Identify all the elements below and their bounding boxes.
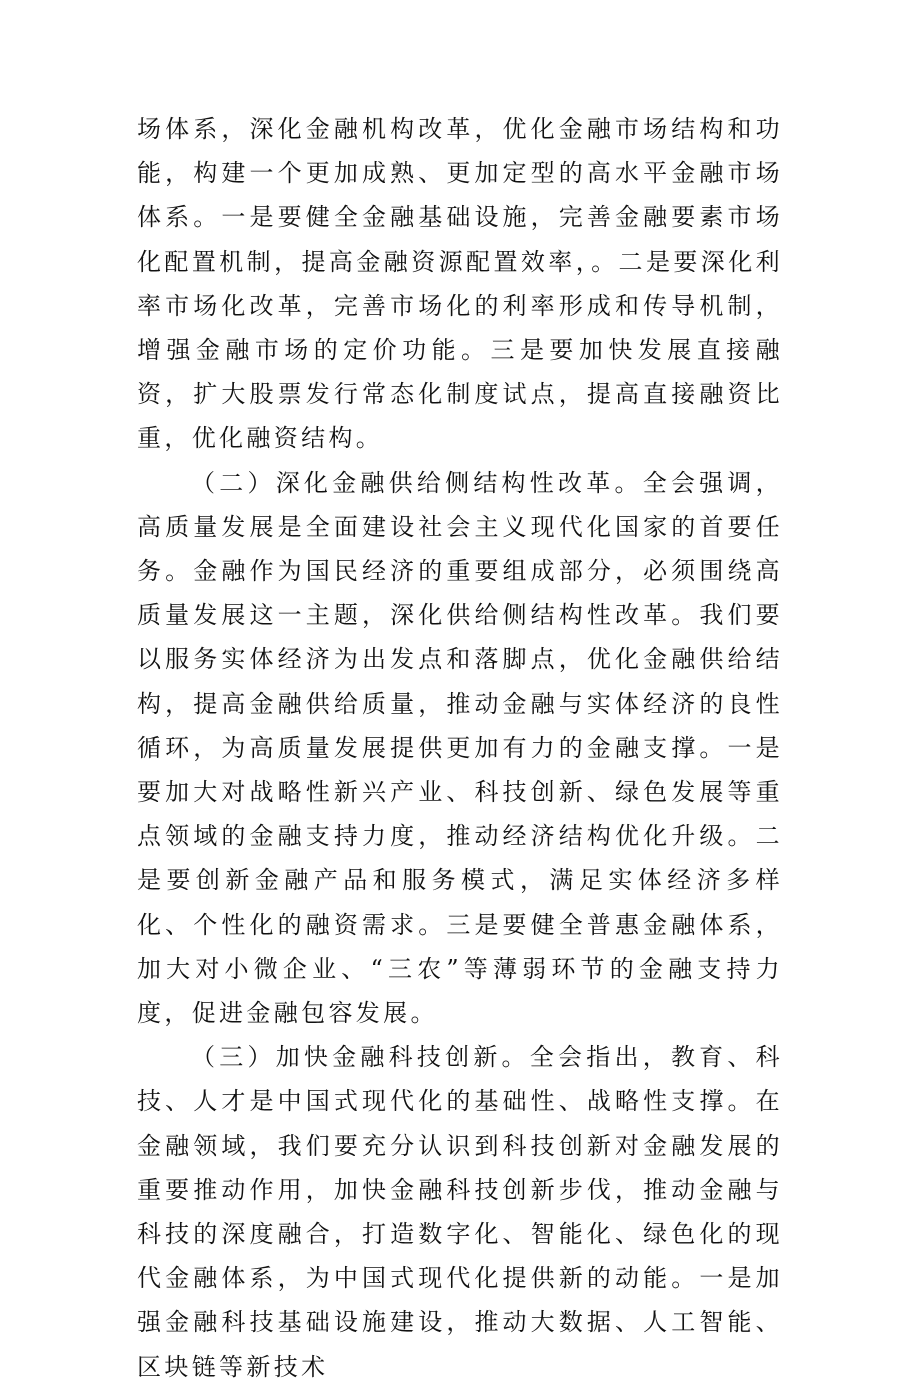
paragraph-continuation: 场体系，深化金融机构改革，优化金融市场结构和功能，构建一个更加成熟、更加定型的高水平金融市场体系。一是要健全金融基础设施，完善金融要素市场化配置机制，提高金融资源配置效率，。二是要深化利率市场化改革，完善市场化的利率形成和传导机制，增强金融市场的定价功能。三是要加快发展直接融资，扩大股票发行常态化制度试点，提高直接融资比重，优化融资结构。 xyxy=(137,115,783,453)
paragraph-section-two: （二）深化金融供给侧结构性改革。全会强调，高质量发展是全面建设社会主义现代化国家的首要任务。金融作为国民经济的重要组成部分，必须围绕高质量发展这一主题，深化供给侧结构性改革。我们要以服务实体经济为出发点和落脚点，优化金融供给结构，提高金融供给质量，推动金融与实体经济的良性循环，为高质量发展提供更加有力的金融支撑。一是要加大对战略性新兴产业、科技创新、绿色发展等重点领域的金融支持力度，推动经济结构优化升级。二是要创新金融产品和服务模式，满足实体经济多样化、个性化的融资需求。三是要健全普惠金融体系，加大对小微企业、“三农”等薄弱环节的金融支持力度，促进金融包容发展。 xyxy=(137,468,783,1028)
document-body xyxy=(137,107,783,1389)
paragraph-section-three: （三）加快金融科技创新。全会指出，教育、科技、人才是中国式现代化的基础性、战略性支撑。在金融领域，我们要充分认识到科技创新对金融发展的重要推动作用，加快金融科技创新步伐，推动金融与科技的深度融合，打造数字化、智能化、绿色化的现代金融体系，为中国式现代化提供新的动能。一是加强金融科技基础设施建设，推动大数据、人工智能、区块链等新技术 xyxy=(137,1043,783,1381)
